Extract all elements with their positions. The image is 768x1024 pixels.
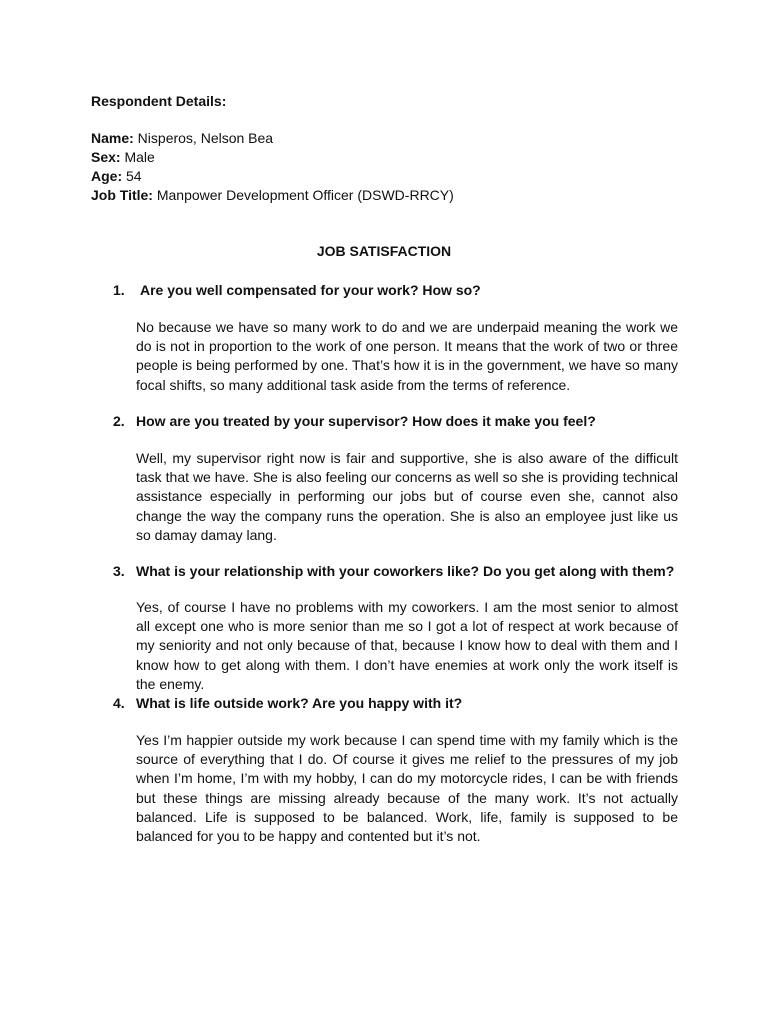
question-number: 3. [113,563,125,579]
answer-3: Yes, of course I have no problems with my coworkers. I am the most senior to almost all except one who is more senior than me so I got a lot of respect at work because of my seniority and not only because of that, because I know how to deal with them and I know how to get along with them. I don’t have enemies at work only the work itself is the enemy. [136,599,678,692]
question-number: 4. [113,695,125,711]
question-text: What is life outside work? Are you happy with it? [136,695,463,711]
name-value: Nisperos, Nelson Bea [133,130,274,146]
question-1 [113,281,481,300]
job-title-value: Manpower Development Officer (DSWD-RRCY) [152,187,454,203]
question-4 [113,694,462,713]
question-text: How are you treated by your supervisor? How does it make you feel? [136,413,596,429]
question-3 [113,562,674,581]
sex-label: Sex: [91,149,121,165]
question-2 [113,412,596,431]
age-label: Age: [91,168,123,184]
sex-value: Male [120,149,155,165]
answer-1: No because we have so many work to do and we are underpaid meaning the work we do is not in proportion to the work of one person. It means that the work of two or three people is being performed by one. That’s how it is in the government, we have so many focal shifts, so many additional task aside from the terms of reference. [136,319,678,393]
respondent-heading: Respondent Details: [91,93,227,109]
question-text: What is your relationship with your coworkers like? Do you get along with them? [136,563,675,579]
respondent-name-line [91,129,273,148]
answer-4: Yes I’m happier outside my work because I can spend time with my family which is the source of everything that I do. Of course it gives me relief to the pressures of my job when I’m home, I’m with my hobby, I can do my motorcycle rides, I can be with friends but these things are missing already because of the many work. It’s not actually balanced. Life is supposed to be balanced. Work, life, family is supposed to be balanced for you to be happy and contented but it’s not. [136,732,678,845]
question-text: Are you well compensated for your work? How so? [140,282,481,298]
question-number: 2. [113,413,125,429]
name-label: Name: [91,130,134,146]
age-value: 54 [122,168,142,184]
question-number: 1. [113,282,125,298]
respondent-sex-line [91,148,155,167]
job-title-label: Job Title: [91,187,153,203]
answer-2: Well, my supervisor right now is fair and supportive, she is also aware of the difficult task that we have. She is also feeling our concerns as well so she is providing technical assistance especially in performing our jobs but of course even she, cannot also change the way the company runs the operation. She is also an employee just like us so damay damay lang. [136,450,678,543]
respondent-job-line [91,186,454,205]
section-title: JOB SATISFACTION [316,243,452,259]
respondent-age-line [91,167,142,186]
